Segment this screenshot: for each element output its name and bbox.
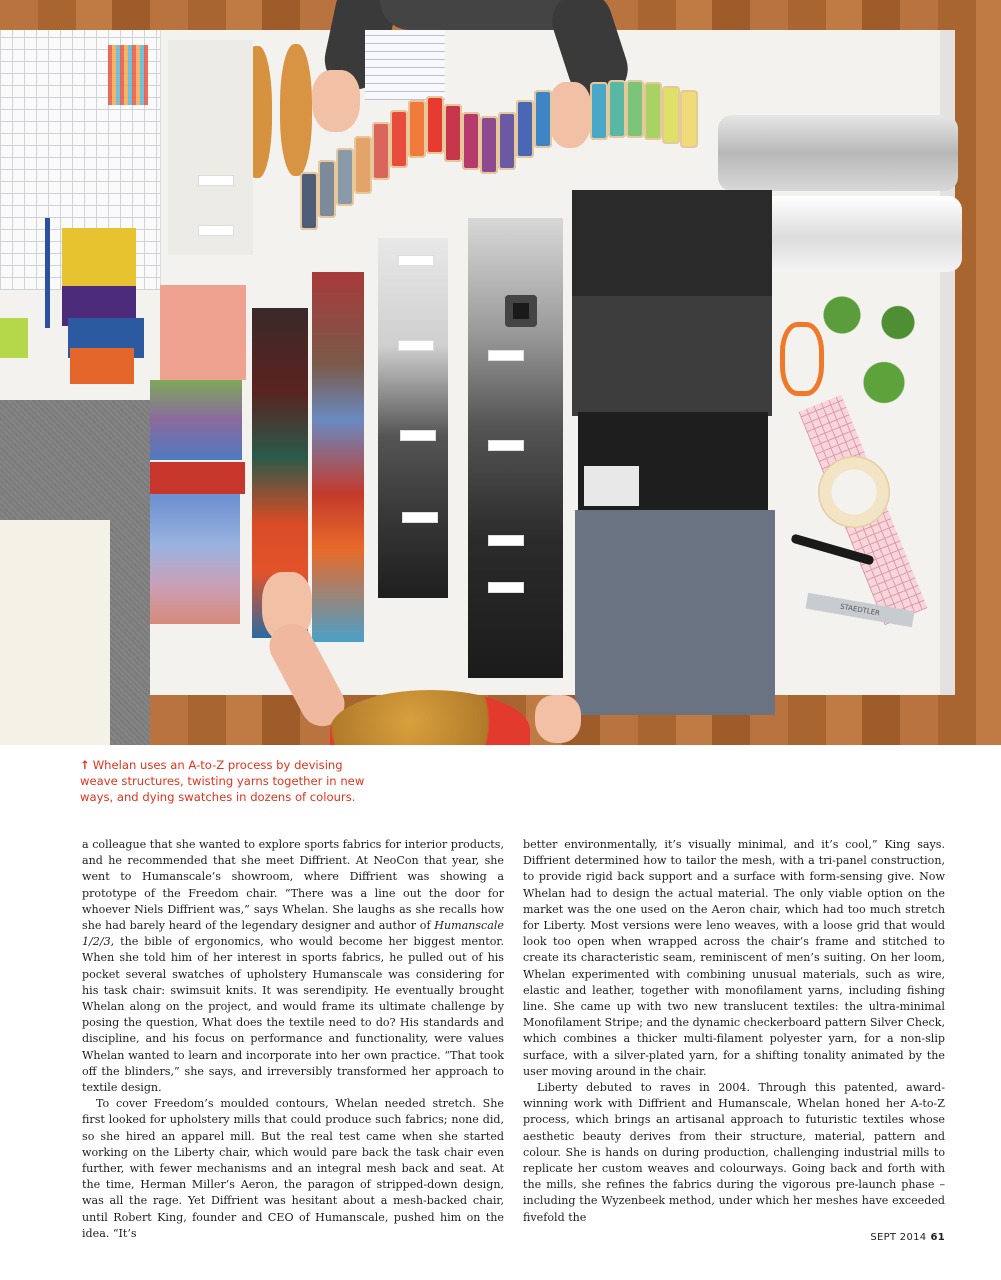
red-swatch-column (312, 272, 364, 642)
article-column-left (82, 837, 504, 1242)
grey-swatch-column-1 (378, 238, 448, 598)
bottom-person-hand-right (535, 695, 581, 743)
silver-check-panel (575, 510, 775, 715)
page-folio (870, 1232, 945, 1243)
wooden-shuttle-2 (280, 44, 312, 176)
bottom-person-head (330, 690, 530, 745)
pastel-swatch-stack (160, 285, 246, 380)
article-paragraph: better environmentally, it’s visually minimal, and it’s cool,” King says. Diffrient determined how to tailor the mesh, with a tri-panel construction, to provide rigid back support and a surface with form-sensing give. Now Whelan had to design the actual material. The only viable option on the market was the one used on the Aeron chair, which had too much stretch for Liberty. Most versions were leno weaves, with a loose grid that would look too open when wrapped across the chair’s frame and stitched to create its characteristic seam, reminiscent of men’s suiting. On her loom, Whelan experimented with combining unusual materials, such as wire, elastic and leather, together with monofilament yarns, including fishing line. She came up with two new translucent textiles: the ultra-minimal Monofilament Stripe; and the dynamic checkerboard pattern Silver Check, which combines a thicker multi-filament polyester yarn, for a non-slip surface, with a silver-plated yarn, for a shifting tonality animated by the user moving around in the chair. (523, 838, 945, 1078)
issue-date: SEPT 2014 (870, 1232, 927, 1243)
book-title: Humanscale 1/2/3 (82, 919, 504, 949)
green-swatch-small (0, 318, 28, 358)
weave-draft-sheet-2 (365, 30, 445, 100)
metal-ruler: STAEDTLER (805, 593, 914, 628)
top-person-torso (380, 0, 580, 30)
weave-draft-color (108, 45, 148, 105)
orange-swatch (70, 348, 134, 384)
white-mini-swatch (584, 466, 639, 506)
caption-arrow-icon: ↑ (80, 758, 90, 772)
pencil (45, 218, 50, 328)
article-paragraph: a colleague that she wanted to explore sports fabrics for interior products, and he recommended that she meet Diffrient. At NeoCon that year, she went to Humanscale’s showroom, where Diffrient was showing a prototype of the Freedom chair. “There was a line out the door for whoever Niels Diffrient was,” says Whelan. She laughs as she recalls how she had barely heard of the legendary designer and author of Humanscale 1/2/3, the bible of ergonomics, who would become her biggest mentor. When she told him of her interest in sports fabrics, he pulled out of his pocket several swatches of upholstery Humanscale was considering for his task chair: swimsuit knits. It was serendipity. He eventually brought Whelan along on the project, and would frame its ultimate challenge by posing the question, What does the textile need to do? His standards and discipline, and his focus on performance and functionality, were values Whelan wanted to learn and incorporate into her own practice. “That took off the blinders,” she says, and irreversibly transformed her approach to textile design. (82, 838, 504, 1095)
red-swatch-tall (145, 462, 245, 494)
page-number: 61 (930, 1232, 945, 1243)
white-fabric-drape (0, 520, 110, 745)
article-column-right (523, 837, 945, 1226)
yellow-swatch (62, 228, 136, 290)
charcoal-panel (572, 296, 772, 416)
masking-tape-roll (818, 456, 890, 528)
photo-caption (80, 757, 380, 805)
black-striped-panel (572, 190, 772, 298)
article-paragraph: To cover Freedom’s moulded contours, Whelan needed stretch. She first looked for upholstery mills that could produce such fabrics; none did, so she hired an apparel mill. But the real test came when she started working on the Liberty chair, which would pare back the task chair even further, with fewer mechanisms and an integral mesh back and seat. At the time, Herman Miller’s Aeron, the paragon of stripped-down design, was all the rage. Yet Diffrient was hesitant about a mesh-backed chair, until Robert King, founder and CEO of Humanscale, pushed him on the idea. “It’s (82, 1097, 504, 1240)
orange-scissors (780, 322, 824, 396)
top-person-hand-left (312, 70, 360, 132)
caption-text: Whelan uses an A-to-Z process by devising weave structures, twisting yarns together in new ways, and dying swatches in dozens of colours. (80, 758, 365, 804)
cream-swatch-stack (168, 40, 253, 255)
magnifier-loupe (505, 295, 537, 327)
top-person-hand-right (548, 82, 592, 148)
article-paragraph: Liberty debuted to raves in 2004. Through this patented, award-winning work with Diffrient and Humanscale, Whelan honed her A-to-Z process, which brings an artisanal approach to futuristic textiles whose aesthetic beauty derives from their structure, material, pattern and colour. She is hands on during production, challenging industrial mills to replicate her custom weaves and colourways. Going back and forth with the mills, she refines the fabrics during the vigorous pre-launch phase – including the Wyzenbeek method, under which her meshes have exceeded fivefold the (523, 1081, 945, 1224)
pastel-swatch-stack-2 (150, 380, 242, 460)
blue-striped-swatch (138, 494, 240, 624)
silver-yarn-cone (718, 115, 958, 191)
